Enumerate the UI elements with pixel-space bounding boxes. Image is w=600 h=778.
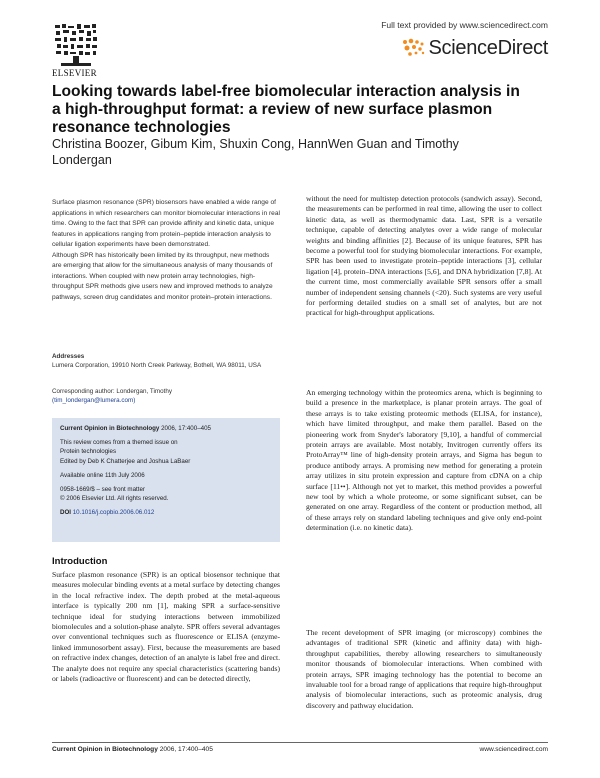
article-authors: Christina Boozer, Gibum Kim, Shuxin Cong, HannWen Guan and Timothy Londergan bbox=[52, 137, 459, 167]
doi-label: DOI bbox=[60, 509, 72, 517]
publisher-logo-text: ELSEVIER bbox=[52, 68, 97, 78]
abstract-paragraph: Surface plasmon resonance (SPR) biosensors have enabled a wide range of applications in which researchers can monitor biomolecular interactions in real time. Owing to the fact that SPR can provide affinity and kinetic data, unique features in applications ranging from protein–peptide interaction analysis to cellular ligation experiments have been demonstrated. bbox=[52, 199, 280, 248]
abstract-paragraph: Although SPR has historically been limited by its throughput, new methods are emerging that allow for the simultaneous analysis of many thousands of interactions. When coupled with new protein array technologies, high-throughput SPR methods give users new and improved methods to analyze pathways, screen drug candidates and monitor protein–protein interactions. bbox=[52, 251, 273, 301]
footer-citation bbox=[52, 746, 213, 753]
author-email-link[interactable]: (tim_londergan@lumera.com) bbox=[52, 397, 136, 404]
citation-text: 2006, 17:400–405 bbox=[159, 425, 211, 432]
copyright-line: © 2006 Elsevier Ltd. All rights reserved. bbox=[60, 495, 169, 503]
footer-citation-text: 2006, 17:400–405 bbox=[157, 746, 213, 753]
body-paragraph: without the need for multistep detection protocols (sandwich assay). Second, the measurements can be performed in real time, allowing the user to collect kinetic data, as well as thermodynamic data. Last, SPR is a versatile technique, capable of detecting analytes over a wide range of molecular weights and binding affinities [2]. Because of its unique features, SPR has become a powerful tool for studying biomolecular interactions. For example, SPR has been used to investigate protein–peptide interactions [3], cellular ligation [4], protein–DNA interactions [5,6], and DNA hybridization [7,8]. At the current time, most commercially available SPR sensors offer a small number of independent sensing channels (<20). Such systems are very useful for performing detailed studies on a small set of analytes, but are not practical for high-throughput applications. bbox=[306, 194, 542, 318]
issn-line: 0958-1669/$ – see front matter bbox=[60, 486, 145, 494]
corresponding-author: Corresponding author: Londergan, Timothy bbox=[52, 388, 173, 395]
tree-icon bbox=[53, 22, 99, 68]
article-title: Looking towards label-free biomolecular interaction analysis in a high-throughput format: a review of new surface plasmon resonance technologies bbox=[52, 83, 520, 136]
body-paragraph: The recent development of SPR imaging (or microscopy) combines the advantages of traditional SPR (kinetic and affinity data) with high-throughput capabilities, thereby allowing researchers to simultaneously monitor thousands of biomolecular interactions. When combined with protein arrays, SPR imaging technology has the potential to become an invaluable tool for a broad range of applications that require high-throughput analysis of biomolecular interactions, such as proteomic analysis, drug discovery and pathway elucidation. bbox=[306, 628, 542, 710]
body-paragraph: An emerging technology within the proteomics arena, which is beginning to build a presence in the marketplace, is planar protein arrays. The goal of these arrays is to take existing proteomic methods (ELISA, for instance), which have limited throughput, and make them parallel. Based on the pioneering work from Snyder's laboratory [9,10], a handful of commercial protein arrays are available. Most notably, Invitrogen currently offers its ProtoArray™ line of high-density protein arrays, and Sigma has begun to produce antibody arrays. A promising new method for generating a protein array utilizes in situ protein expression and capture from cDNA on a chip surface [11••]. Although not yet to market, this method provides a powerful new tool by which a whole proteome, or some significant subset, can be generated on one array. Regardless of the content or production method, all of these arrays rely on standard labeling techniques and give only end-point determination (i.e. no kinetic data). bbox=[306, 388, 542, 533]
sciencedirect-logo bbox=[401, 36, 548, 60]
footer-divider bbox=[52, 742, 548, 743]
journal-citation bbox=[60, 424, 272, 433]
abstract bbox=[52, 198, 280, 303]
issue-editors: Edited by Deb K Chatterjee and Joshua LaBaer bbox=[60, 457, 191, 465]
full-text-provided-line: Full text provided by www.sciencedirect.com bbox=[381, 20, 548, 30]
addresses-text: Lumera Corporation, 19910 North Creek Parkway, Bothell, WA 98011, USA bbox=[52, 362, 262, 369]
introduction-heading: Introduction bbox=[52, 556, 108, 567]
addresses-heading: Addresses bbox=[52, 353, 85, 360]
doi-line bbox=[60, 508, 272, 517]
themed-issue-topic: Protein technologies bbox=[60, 448, 117, 456]
addresses-block bbox=[52, 352, 280, 370]
body-paragraph: Surface plasmon resonance (SPR) is an optical biosensor technique that measures molecular binding events at a metal surface by detecting changes in the local refractive index. The depth probed at the metal-aqueous interface is typically 200 nm [1], making SPR a surface-sensitive technique ideal for studying interactions between immobilized biomolecules and a solution-phase analyte. SPR offers several advantages over conventional techniques such as fluorescence or ELISA (enzyme-linked immunosorbent assay). First, because the measurements are based on refractive index changes, detection of an analyte is label free and direct. The analyte does not require any special characteristics (scattering bands) or labels (radioactive or fluorescent) and can be detected directly, bbox=[52, 570, 280, 684]
footer-journal-name: Current Opinion in Biotechnology bbox=[52, 746, 158, 753]
doi-link[interactable]: 10.1016/j.copbio.2006.06.012 bbox=[71, 509, 155, 517]
themed-issue-line: This review comes from a themed issue on bbox=[60, 439, 178, 447]
article-info-box bbox=[52, 418, 280, 542]
available-online-date: Available online 11th July 2006 bbox=[60, 471, 145, 479]
sciencedirect-wordmark: ScienceDirect bbox=[428, 36, 548, 59]
correspondence-block bbox=[52, 387, 280, 405]
sciencedirect-dots-icon bbox=[401, 38, 427, 58]
footer-url-link[interactable]: www.sciencedirect.com bbox=[479, 746, 548, 753]
journal-name: Current Opinion in Biotechnology bbox=[60, 425, 160, 432]
